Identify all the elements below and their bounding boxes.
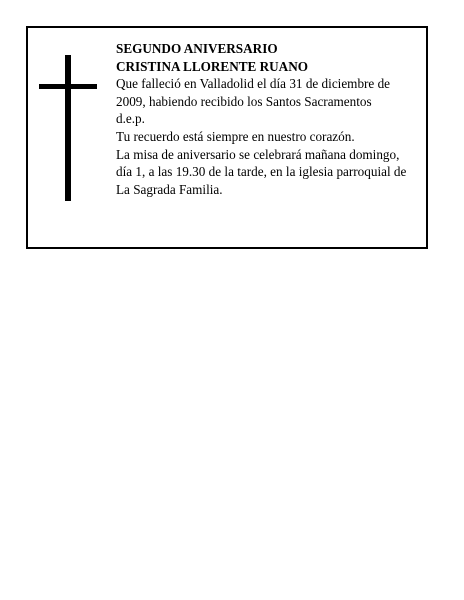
cross-horizontal-bar	[39, 84, 97, 89]
cross-icon	[39, 55, 97, 201]
cross-vertical-bar	[65, 55, 71, 201]
notice-line: día 1, a las 19.30 de la tarde, en la iglesia parroquial de	[116, 164, 407, 180]
obituary-notice	[26, 26, 428, 249]
notice-line: La Sagrada Familia.	[116, 181, 223, 197]
notice-heading: SEGUNDO ANIVERSARIO	[116, 41, 278, 56]
notice-line: Tu recuerdo está siempre en nuestro corazón.	[116, 128, 355, 144]
notice-line: Que falleció en Valladolid el día 31 de diciembre de	[116, 76, 391, 92]
notice-line: La misa de aniversario se celebrará mañana domingo,	[116, 146, 400, 162]
deceased-name: CRISTINA LLORENTE RUANO	[116, 58, 308, 74]
notice-line: d.e.p.	[116, 111, 145, 127]
notice-text	[116, 40, 421, 198]
notice-line: 2009, habiendo recibido los Santos Sacramentos	[116, 93, 372, 109]
